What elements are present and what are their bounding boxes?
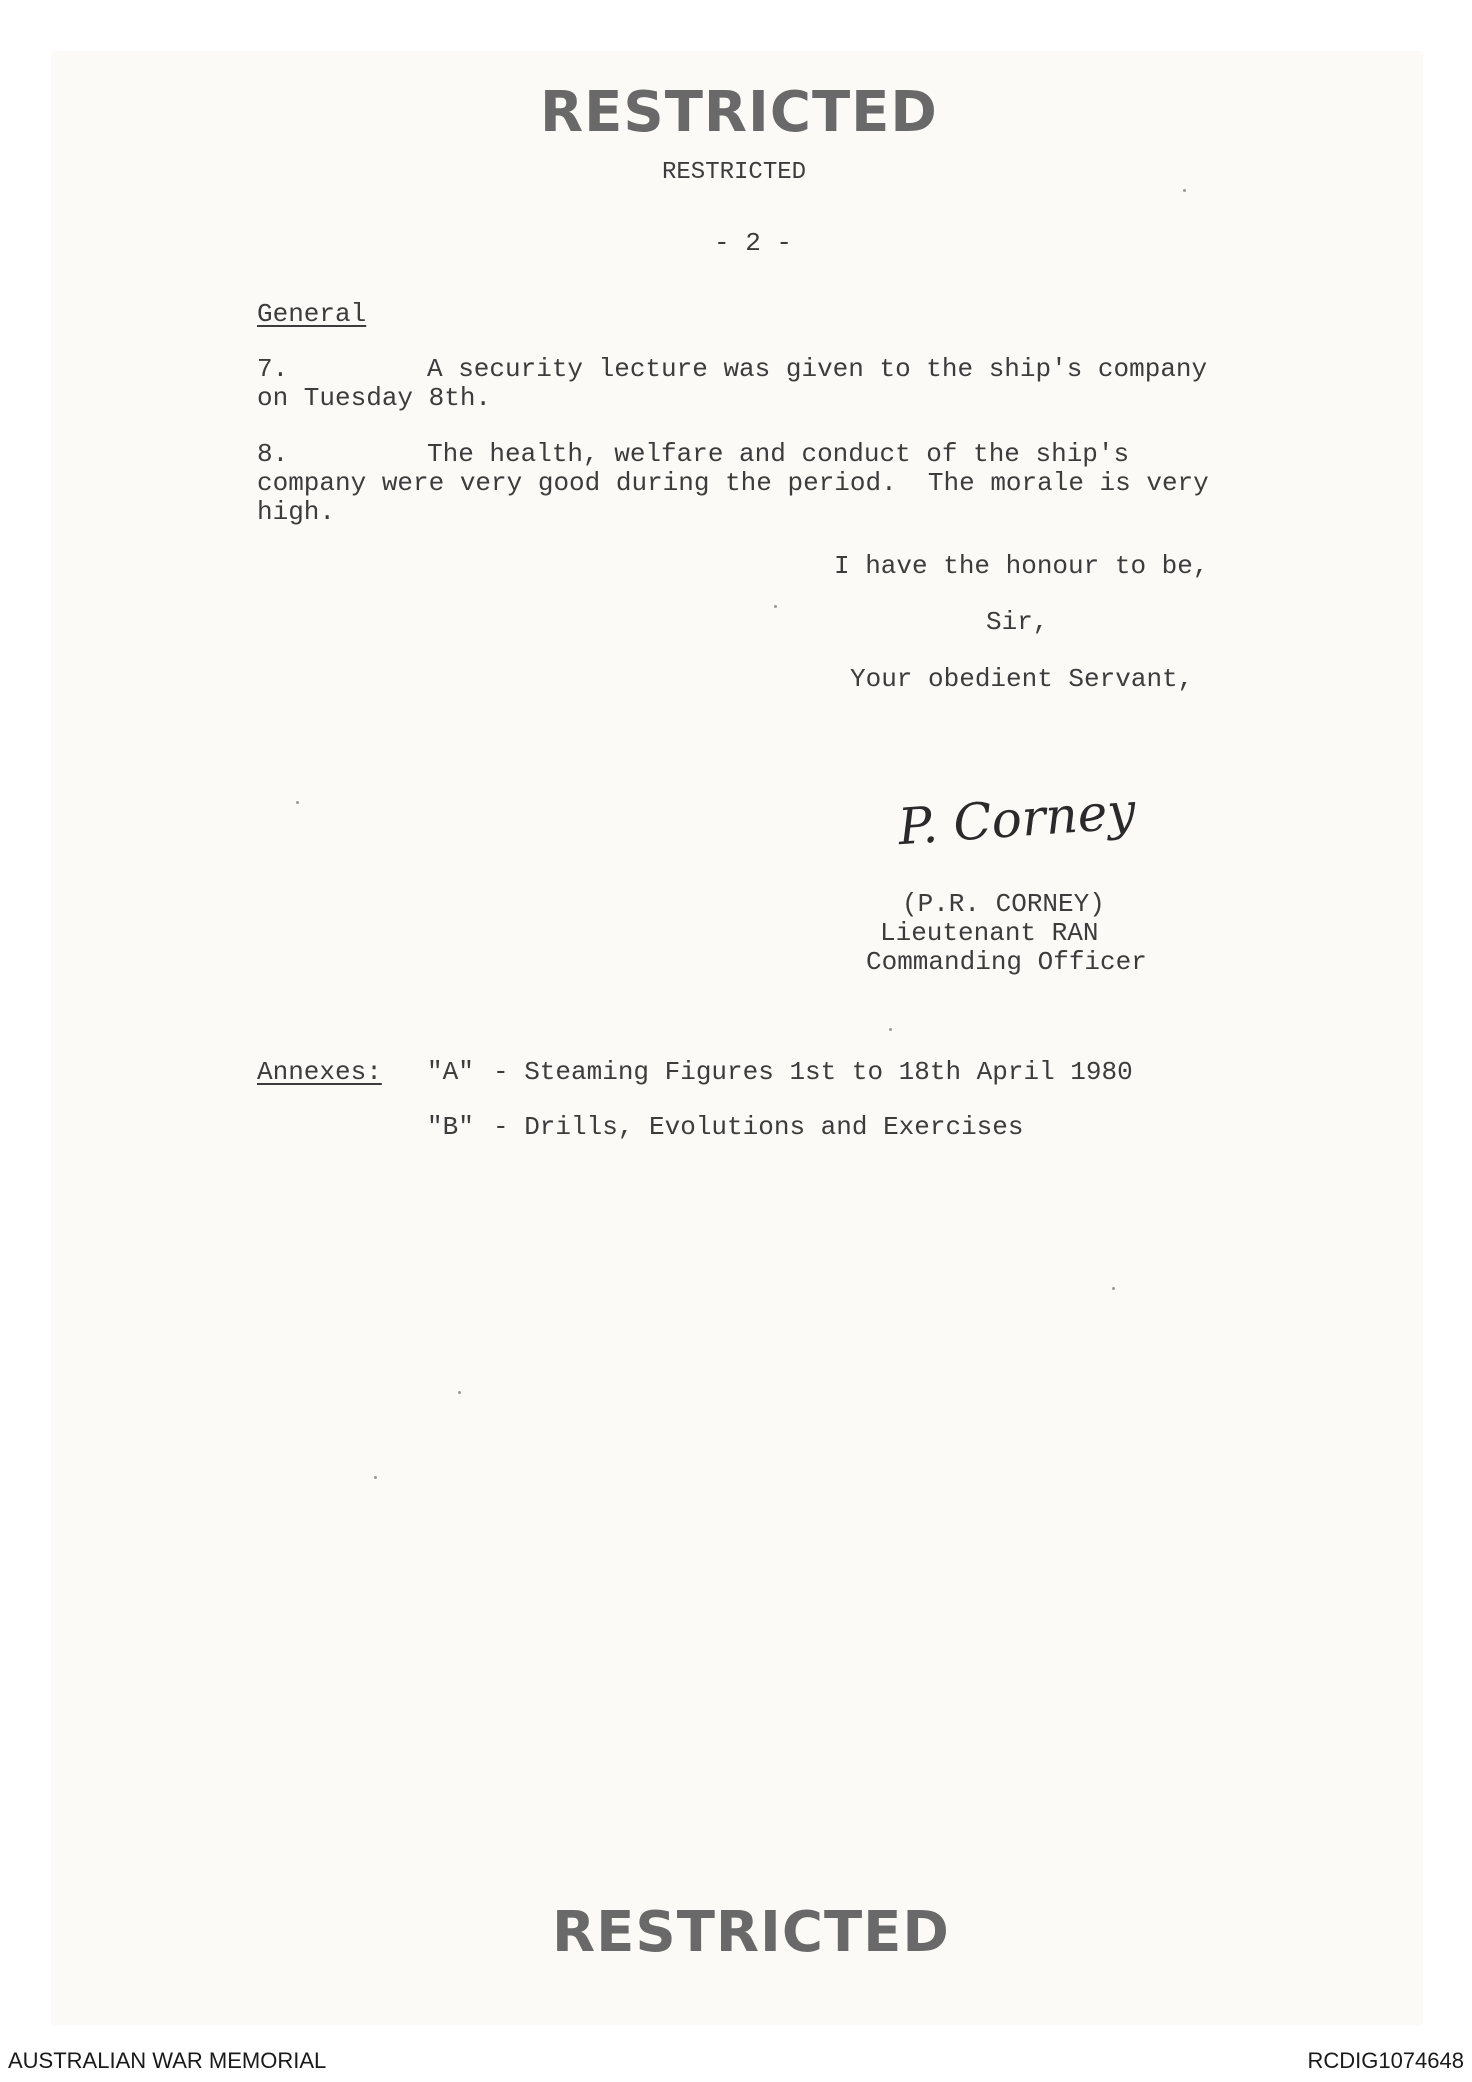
- section-heading: General: [257, 299, 367, 329]
- handwritten-signature: P. Corney: [896, 781, 1138, 857]
- paragraph-number: 8.: [257, 439, 289, 469]
- paragraph-text: on Tuesday 8th.: [257, 383, 492, 413]
- annex-text: - Steaming Figures 1st to 18th April 1980: [493, 1057, 1133, 1087]
- paper-speck: [458, 1391, 461, 1394]
- paper-speck: [1183, 189, 1186, 192]
- restricted-stamp-top: RESTRICTED: [540, 80, 938, 145]
- paper-speck: [774, 605, 777, 608]
- paragraph-text: The health, welfare and conduct of the ship's: [427, 439, 1130, 469]
- annex-key: "A": [427, 1057, 474, 1087]
- paper-speck: [1112, 1287, 1115, 1290]
- annex-text: - Drills, Evolutions and Exercises: [493, 1112, 1024, 1142]
- paragraph-text: high.: [257, 497, 336, 527]
- paragraph-number: 7.: [257, 354, 289, 384]
- closing-line: I have the honour to be,: [834, 551, 1209, 581]
- paper-speck: [374, 1476, 377, 1479]
- document-page: [52, 52, 1422, 2024]
- closing-line: Your obedient Servant,: [850, 664, 1194, 694]
- signatory-rank: Lieutenant RAN: [880, 918, 1099, 948]
- paragraph-text: company were very good during the period. The morale is very: [257, 468, 1209, 498]
- classification-label: RESTRICTED: [662, 159, 807, 186]
- restricted-stamp-bottom: RESTRICTED: [552, 1900, 950, 1965]
- annex-key: "B": [427, 1112, 474, 1142]
- annexes-label: Annexes:: [257, 1057, 382, 1087]
- footer-record-id: RCDIG1074648: [1307, 2048, 1464, 2073]
- paper-speck: [296, 801, 299, 804]
- paper-speck: [889, 1028, 892, 1031]
- page-number: - 2 -: [714, 228, 793, 258]
- closing-salutation: Sir,: [986, 607, 1049, 637]
- paragraph-text: A security lecture was given to the ship's company: [427, 354, 1208, 384]
- signatory-name: (P.R. CORNEY): [902, 889, 1105, 919]
- signatory-role: Commanding Officer: [866, 947, 1147, 977]
- footer-archive-name: AUSTRALIAN WAR MEMORIAL: [8, 2048, 327, 2073]
